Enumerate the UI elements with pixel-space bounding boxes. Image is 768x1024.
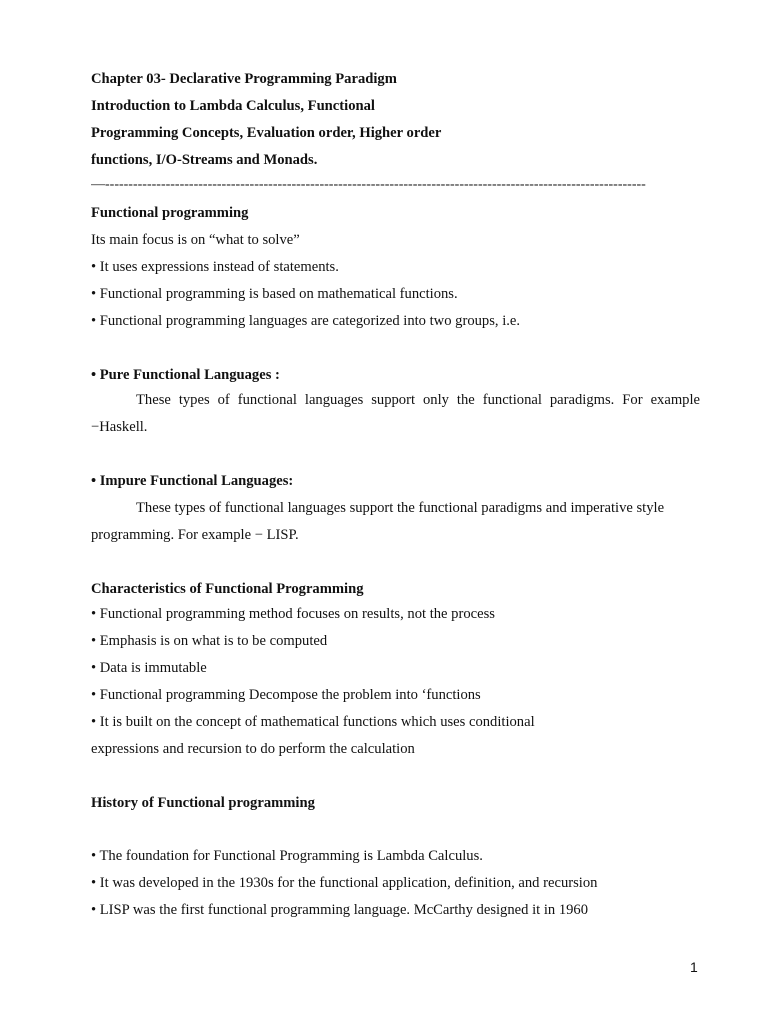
bullet-item: • Data is immutable bbox=[91, 660, 207, 676]
section-heading-history: History of Functional programming bbox=[91, 795, 315, 811]
section-heading-functional-programming: Functional programming bbox=[91, 205, 249, 221]
bullet-item: • The foundation for Functional Programming is Lambda Calculus. bbox=[91, 848, 483, 864]
chapter-title-line-4: functions, I/O-Streams and Monads. bbox=[91, 152, 318, 168]
chapter-title-line-3: Programming Concepts, Evaluation order, Higher order bbox=[91, 125, 442, 141]
header-divider: —-------------------------------------------------------------------------------------------------------------------- bbox=[91, 177, 646, 192]
pure-functional-text-line-2: −Haskell. bbox=[91, 419, 148, 435]
chapter-title-line-1: Chapter 03- Declarative Programming Paradigm bbox=[91, 71, 397, 87]
impure-functional-text-line-1: These types of functional languages support the functional paradigms and imperative style bbox=[136, 500, 665, 516]
page-number: 1 bbox=[690, 959, 698, 975]
bullet-item: • Functional programming is based on mathematical functions. bbox=[91, 286, 458, 302]
impure-functional-text-line-2: programming. For example − LISP. bbox=[91, 527, 299, 543]
bullet-item: • It is built on the concept of mathematical functions which uses conditional bbox=[91, 714, 535, 730]
pure-functional-heading: • Pure Functional Languages : bbox=[91, 367, 280, 383]
pure-functional-text-line-1: These types of functional languages support only the functional paradigms. For example bbox=[136, 392, 700, 408]
impure-functional-heading: • Impure Functional Languages: bbox=[91, 473, 294, 489]
bullet-item: • It was developed in the 1930s for the functional application, definition, and recursion bbox=[91, 875, 598, 891]
chapter-title-line-2: Introduction to Lambda Calculus, Functional bbox=[91, 98, 375, 114]
section-heading-characteristics: Characteristics of Functional Programming bbox=[91, 581, 364, 597]
bullet-item: • Functional programming Decompose the problem into ‘functions bbox=[91, 687, 481, 703]
bullet-item: • Emphasis is on what is to be computed bbox=[91, 633, 328, 649]
bullet-item: • It uses expressions instead of statements. bbox=[91, 259, 339, 275]
bullet-item: • Functional programming languages are categorized into two groups, i.e. bbox=[91, 313, 521, 329]
section-intro: Its main focus is on “what to solve” bbox=[91, 232, 300, 248]
bullet-item: • LISP was the first functional programming language. McCarthy designed it in 1960 bbox=[91, 902, 589, 918]
bullet-continuation: expressions and recursion to do perform the calculation bbox=[91, 741, 415, 757]
bullet-item: • Functional programming method focuses on results, not the process bbox=[91, 606, 495, 622]
